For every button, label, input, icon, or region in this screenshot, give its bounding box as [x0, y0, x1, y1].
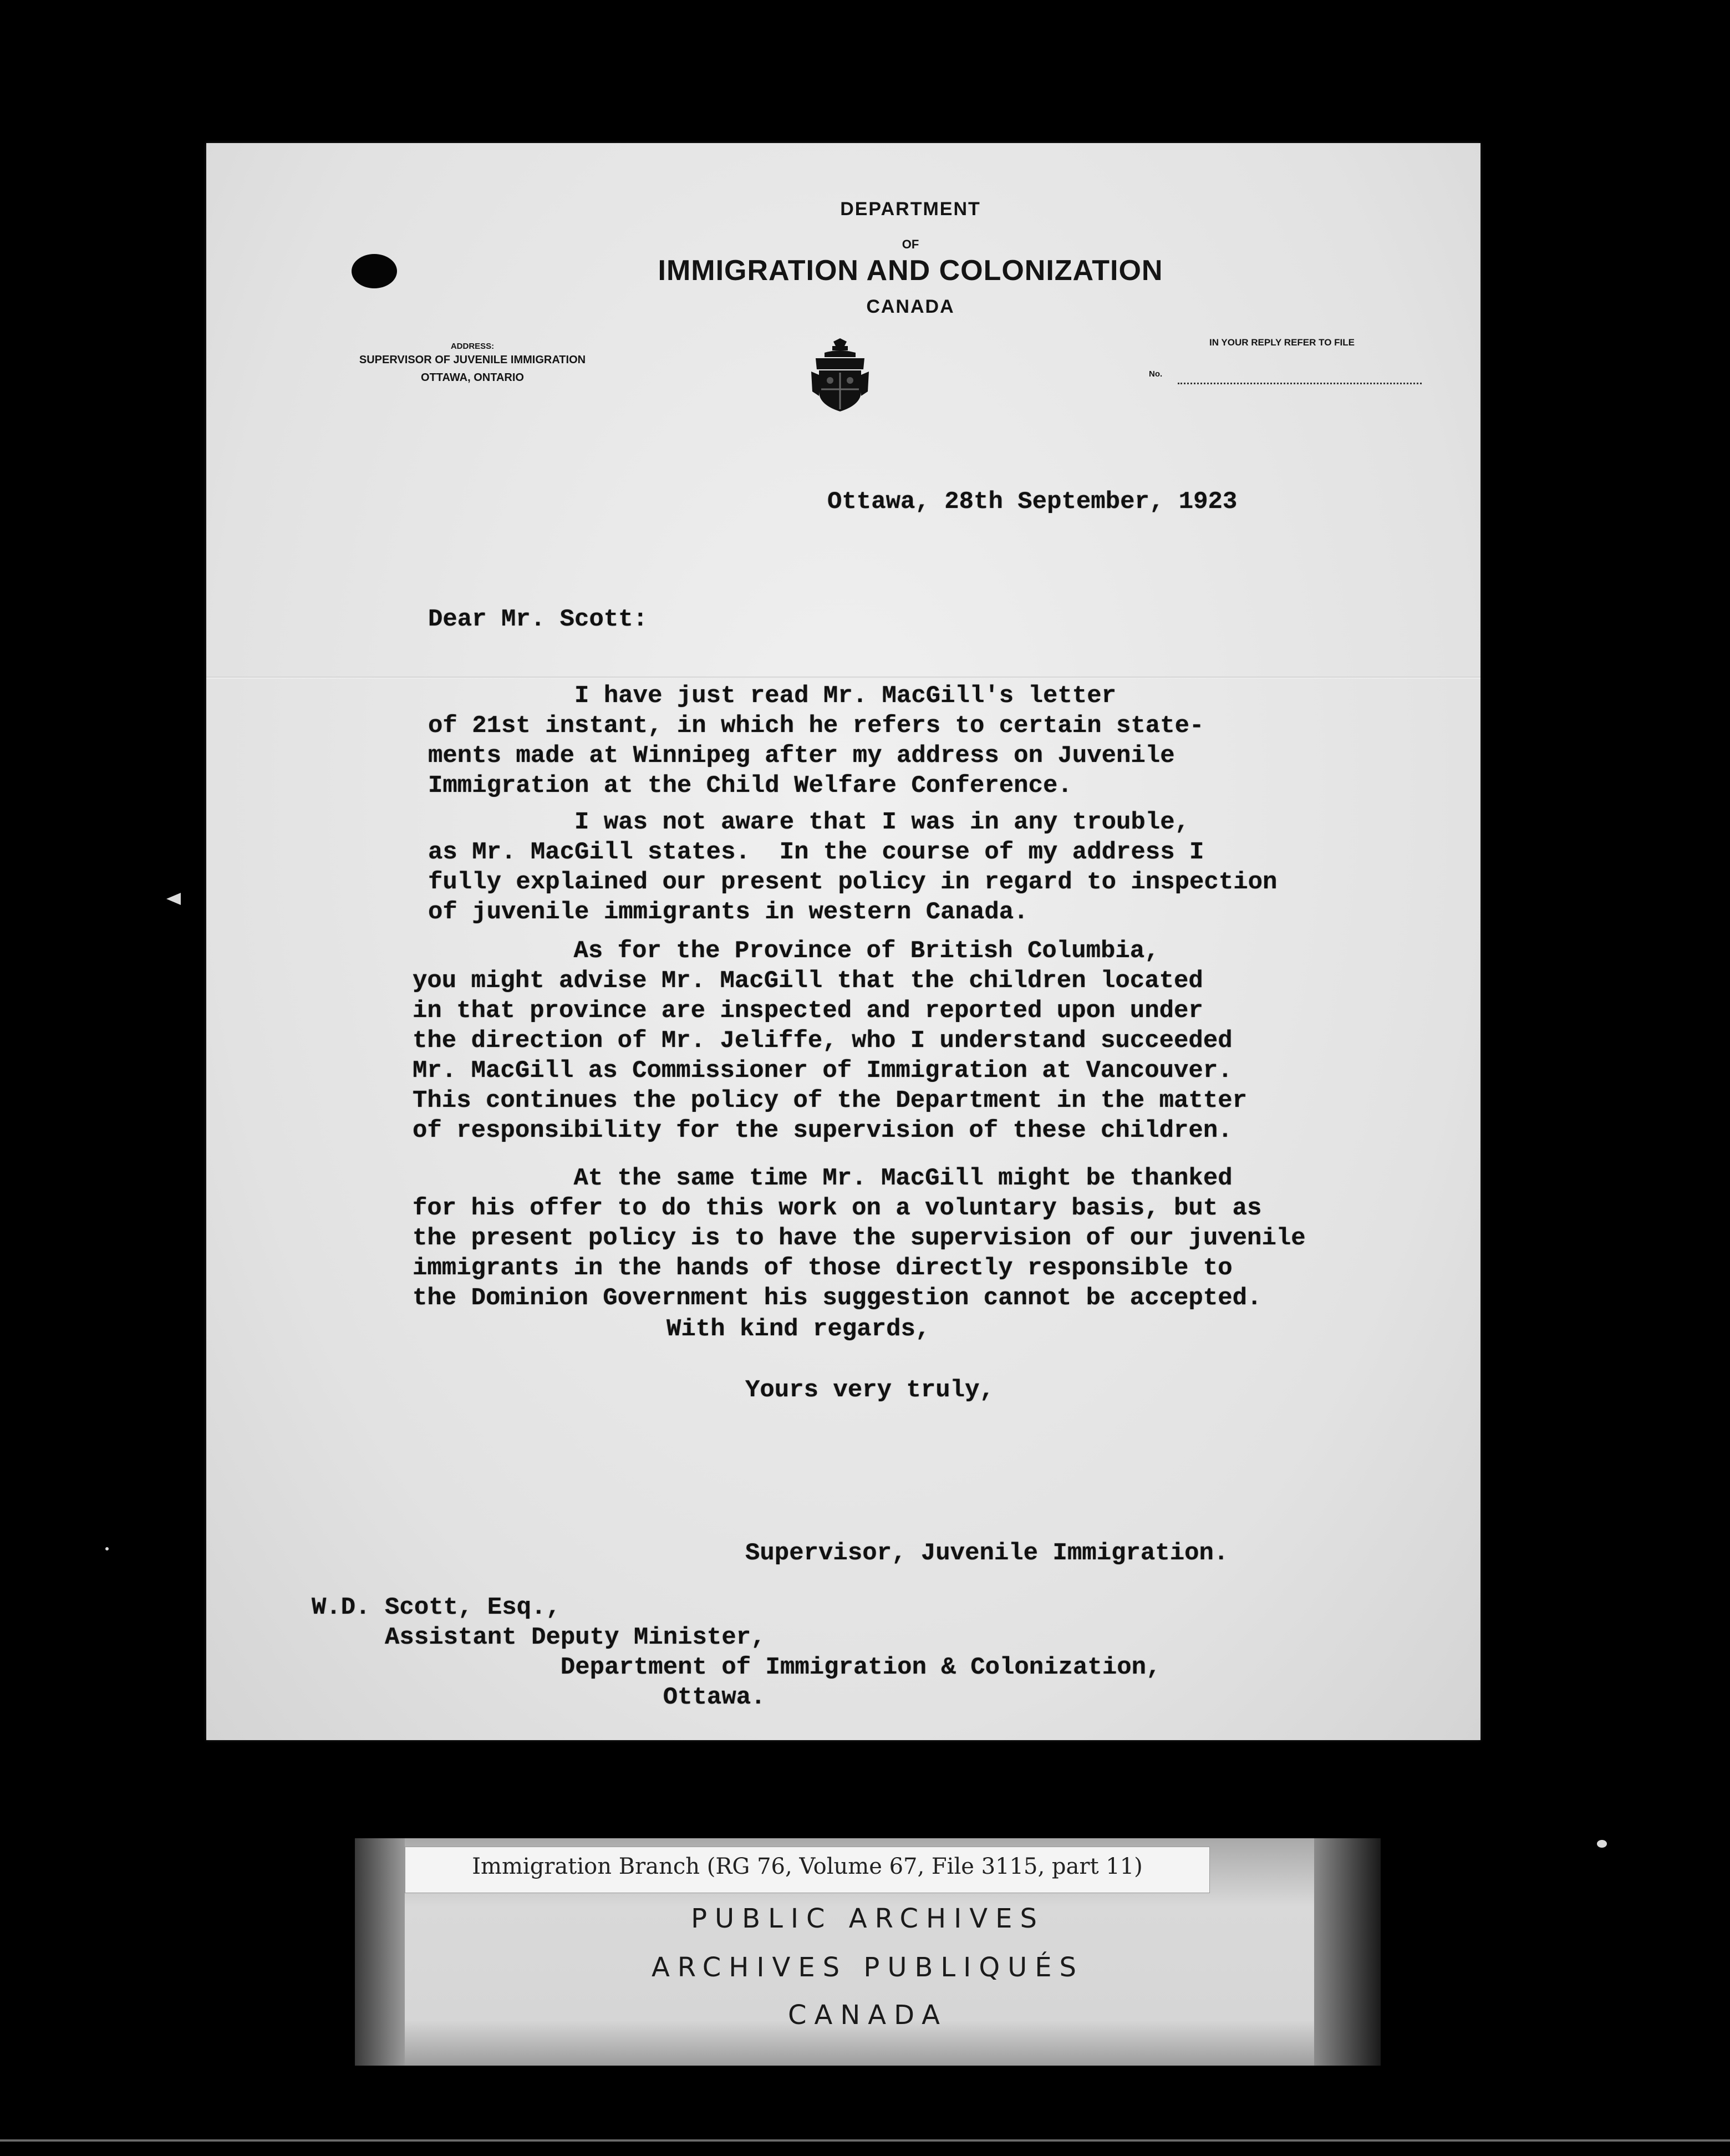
archive-stamp-line-3: CANADA [787, 2000, 948, 2031]
letterhead-country: CANADA [866, 296, 955, 317]
letterhead-of-line: OF [902, 237, 919, 251]
letter-paragraph-1: I have just read Mr. MacGill's letter of 21st instant, in which he refers to certain state- ments made at Winnipeg after my address on Juvenile Immigration at the Child Welfare Conference. [428, 682, 1204, 800]
letter-recipient-address: W.D. Scott, Esq., Assistant Deputy Minister, Department of Immigration & Colonization, Ottawa. [312, 1594, 1161, 1711]
dust-speck [1597, 1840, 1607, 1848]
file-reference: Immigration Branch (RG 76, Volume 67, File 3115, part 11) [472, 1854, 1143, 1879]
letter-paragraph-2: I was not aware that I was in any trouble, as Mr. MacGill states. In the course of my address I fully explained our present policy in regard to inspection of juvenile immigrants in western Canada. [428, 808, 1278, 926]
letterhead-reply-note: IN YOUR REPLY REFER TO FILE [1209, 337, 1355, 348]
letter-paragraph-4: At the same time Mr. MacGill might be thanked for his offer to do this work on a voluntary basis, but as the present policy is to have the supervision of our juvenile immigrants in the hands of those directly responsible to the Dominion Government his suggestion cannot be accepted. [413, 1165, 1306, 1312]
letter-signer: Supervisor, Juvenile Immigration. [745, 1539, 1229, 1567]
letterhead-department-line: DEPARTMENT [840, 199, 981, 220]
hole-punch [352, 254, 397, 288]
archive-stamp-line-1: PUBLIC ARCHIVES [691, 1903, 1045, 1934]
dust-speck [105, 1547, 109, 1550]
coat-of-arms-icon [808, 338, 872, 414]
letter-closing: Yours very truly, [745, 1376, 994, 1404]
file-reference-strip [405, 1847, 1210, 1893]
letterhead-address-label: ADDRESS: [450, 342, 495, 351]
letterhead-address-line2: OTTAWA, ONTARIO [421, 372, 524, 384]
margin-arrow-mark [166, 893, 181, 905]
letterhead-file-no-line [1178, 383, 1422, 384]
frame-bottom-edge [0, 2139, 1730, 2142]
letter-sheet [206, 143, 1480, 1740]
letterhead-address-line1: SUPERVISOR OF JUVENILE IMMIGRATION [359, 354, 586, 366]
letter-date: Ottawa, 28th September, 1923 [827, 488, 1238, 516]
archive-stamp-line-2: ARCHIVES PUBLIQUÉS [651, 1952, 1085, 1983]
letter-regards: With kind regards, [666, 1315, 930, 1343]
letter-paragraph-3: As for the Province of British Columbia, you might advise Mr. MacGill that the children located in that province are inspected and reported upon under the direction of Mr. Jeliffe, who I understand succeeded Mr. MacGill as Commissioner of Immigration at Vancouver. This continues the policy of the Department in the matter of responsibility for the supervision of these children. [413, 937, 1248, 1145]
letterhead-file-no-label: No. [1149, 369, 1163, 379]
letter-salutation: Dear Mr. Scott: [428, 606, 648, 633]
paper-fold-line [206, 677, 1480, 679]
letterhead-department-name: IMMIGRATION AND COLONIZATION [658, 255, 1163, 287]
